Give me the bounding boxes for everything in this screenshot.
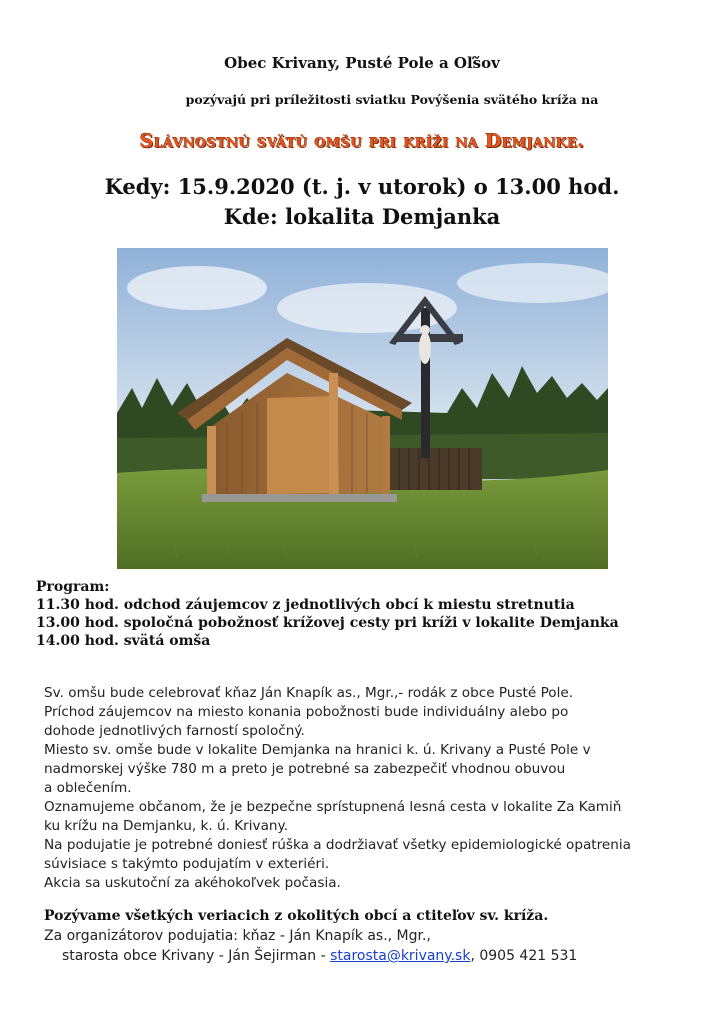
info-line: ku krížu na Demjanku, k. ú. Krivany. (44, 818, 288, 834)
info-line: nadmorskej výške 780 m a preto je potrebné sa zabezpečiť vhodnou obuvou (44, 761, 566, 777)
info-line: Príchod záujemcov na miesto konania pobožnosti bude individuálny alebo po (44, 704, 569, 720)
info-line: Oznamujeme občanom, že je bezpečne sprístupnená lesná cesta v lokalite Za Kamiň (44, 799, 622, 815)
info-line: a oblečením. (44, 780, 132, 796)
event-where: Kde: lokalita Demjanka (223, 204, 501, 229)
mayor-contact (44, 946, 704, 966)
invitation-line: pozývajú pri príležitosti sviatku Povýšenia svätého kríža na (185, 92, 599, 107)
footer-section (44, 906, 704, 966)
invite-all-line: Pozývame všetkých veriacich z okolitých obcí a ctiteľov sv. kríža. (44, 908, 549, 924)
info-paragraphs (44, 684, 704, 893)
info-line: Sv. omšu bude celebrovať kňaz Ján Knapík as., Mgr.,- rodák z obce Pusté Pole. (44, 685, 574, 701)
organizers-signature: Za organizátorov podujatia: kňaz - Ján Knapík as., Mgr., (44, 928, 431, 944)
info-line: súvisiace s takýmto podujatím v exteriéri. (44, 856, 330, 872)
mayor-name: starosta obce Krivany - Ján Šejirman - (62, 948, 331, 964)
info-line: Miesto sv. omše bude v lokalite Demjanka na hranici k. ú. Krivany a Pusté Pole v (44, 742, 591, 758)
program-item: 13.00 hod. spoločná pobožnosť krížovej cesty pri kríži v lokalite Demjanka (36, 615, 619, 631)
chapel-cross-photo (117, 248, 608, 569)
event-when: Kedy: 15.9.2020 (t. j. v utorok) o 13.00 hod. (104, 174, 620, 199)
info-line: Na podujatie je potrebné doniesť rúška a dodržiavať všetky epidemiologické opatrenia (44, 837, 632, 853)
program-section (36, 578, 716, 650)
program-item: 11.30 hod. odchod záujemcov z jednotlivých obcí k miestu stretnutia (36, 597, 575, 613)
program-title: Program: (36, 579, 110, 595)
phone-number: , 0905 421 531 (470, 948, 578, 964)
program-item: 14.00 hod. svätá omša (36, 633, 211, 649)
organizers-line: Obec Krivany, Pusté Pole a Oľšov (224, 54, 500, 72)
info-line: dohode jednotlivých farností spoločný. (44, 723, 305, 739)
email-link[interactable]: starosta@krivany.sk (330, 948, 471, 964)
event-title: Slávnostnú svätú omšu pri kríži na Demjanke. (139, 130, 585, 152)
info-line: Akcia sa uskutoční za akéhokoľvek počasia. (44, 875, 341, 891)
